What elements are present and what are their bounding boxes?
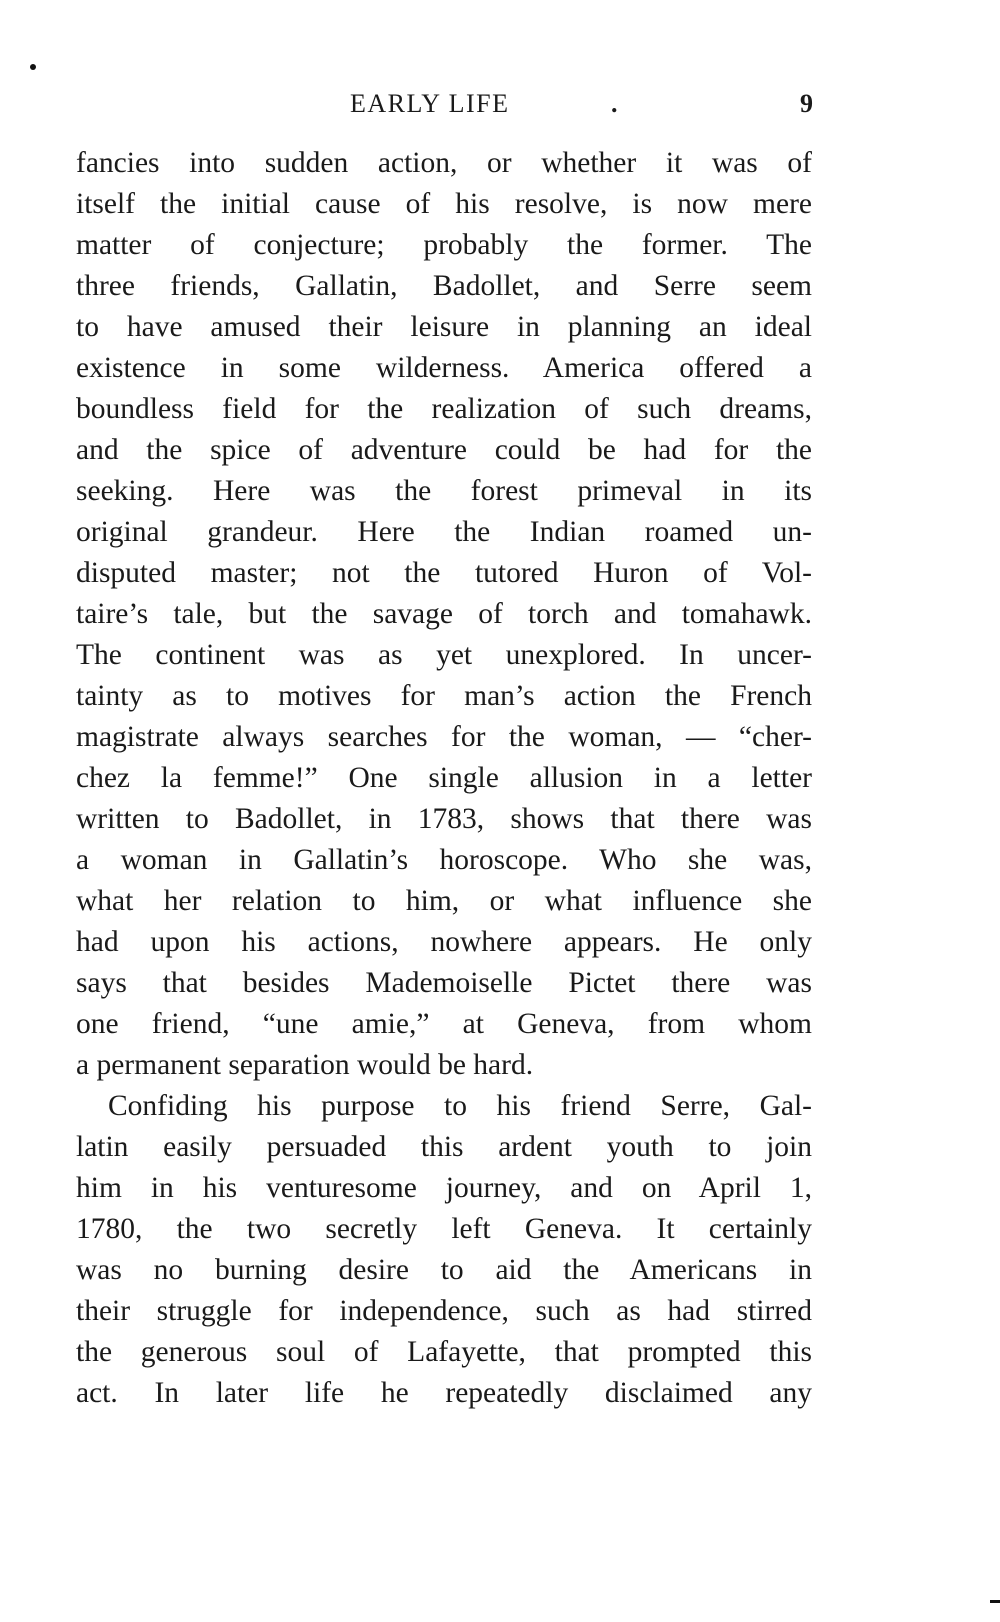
text-line: boundless field for the realization of such dreams, (76, 393, 812, 425)
text-line: three friends, Gallatin, Badollet, and Serre seem (76, 270, 812, 302)
text-line: Confiding his purpose to his friend Serre, Gal- (108, 1090, 812, 1122)
text-line: latin easily persuaded this ardent youth to join (76, 1131, 812, 1163)
text-line: disputed master; not the tutored Huron of Vol- (76, 557, 812, 589)
text-line: original grandeur. Here the Indian roamed un- (76, 516, 812, 548)
text-line: The continent was as yet unexplored. In uncer- (76, 639, 812, 671)
text-line: tainty as to motives for man’s action the French (76, 680, 812, 712)
text-line: existence in some wilderness. America offered a (76, 352, 812, 384)
text-line: a woman in Gallatin’s horoscope. Who she was, (76, 844, 812, 876)
text-line: itself the initial cause of his resolve, is now mere (76, 188, 812, 220)
header-separator: . (611, 89, 618, 118)
text-line: seeking. Here was the forest primeval in its (76, 475, 812, 507)
page-edge-mark (990, 1600, 1000, 1603)
text-line: was no burning desire to aid the Americans in (76, 1254, 812, 1286)
text-line: fancies into sudden action, or whether it was of (76, 147, 812, 179)
stray-ink-mark (30, 64, 36, 70)
text-line: one friend, “une amie,” at Geneva, from whom (76, 1008, 812, 1040)
text-line: their struggle for independence, such as had stirred (76, 1295, 812, 1327)
page-number: 9 (800, 89, 813, 118)
page-header (0, 84, 1000, 124)
text-line: to have amused their leisure in planning an ideal (76, 311, 812, 343)
text-line: act. In later life he repeatedly disclaimed any (76, 1377, 812, 1409)
text-line: chez la femme!” One single allusion in a letter (76, 762, 812, 794)
running-head: EARLY LIFE (350, 89, 510, 118)
text-line: had upon his actions, nowhere appears. He only (76, 926, 812, 958)
text-line: the generous soul of Lafayette, that prompted this (76, 1336, 812, 1368)
text-line: and the spice of adventure could be had for the (76, 434, 812, 466)
text-line: 1780, the two secretly left Geneva. It certainly (76, 1213, 812, 1245)
text-line: magistrate always searches for the woman, — “cher- (76, 721, 812, 753)
text-line: says that besides Mademoiselle Pictet there was (76, 967, 812, 999)
text-line: matter of conjecture; probably the former. The (76, 229, 812, 261)
text-line: what her relation to him, or what influence she (76, 885, 812, 917)
body-text (76, 143, 812, 1414)
text-line: taire’s tale, but the savage of torch and tomahawk. (76, 598, 812, 630)
text-line: written to Badollet, in 1783, shows that there was (76, 803, 812, 835)
text-line: a permanent separation would be hard. (76, 1049, 534, 1081)
text-line: him in his venturesome journey, and on April 1, (76, 1172, 812, 1204)
